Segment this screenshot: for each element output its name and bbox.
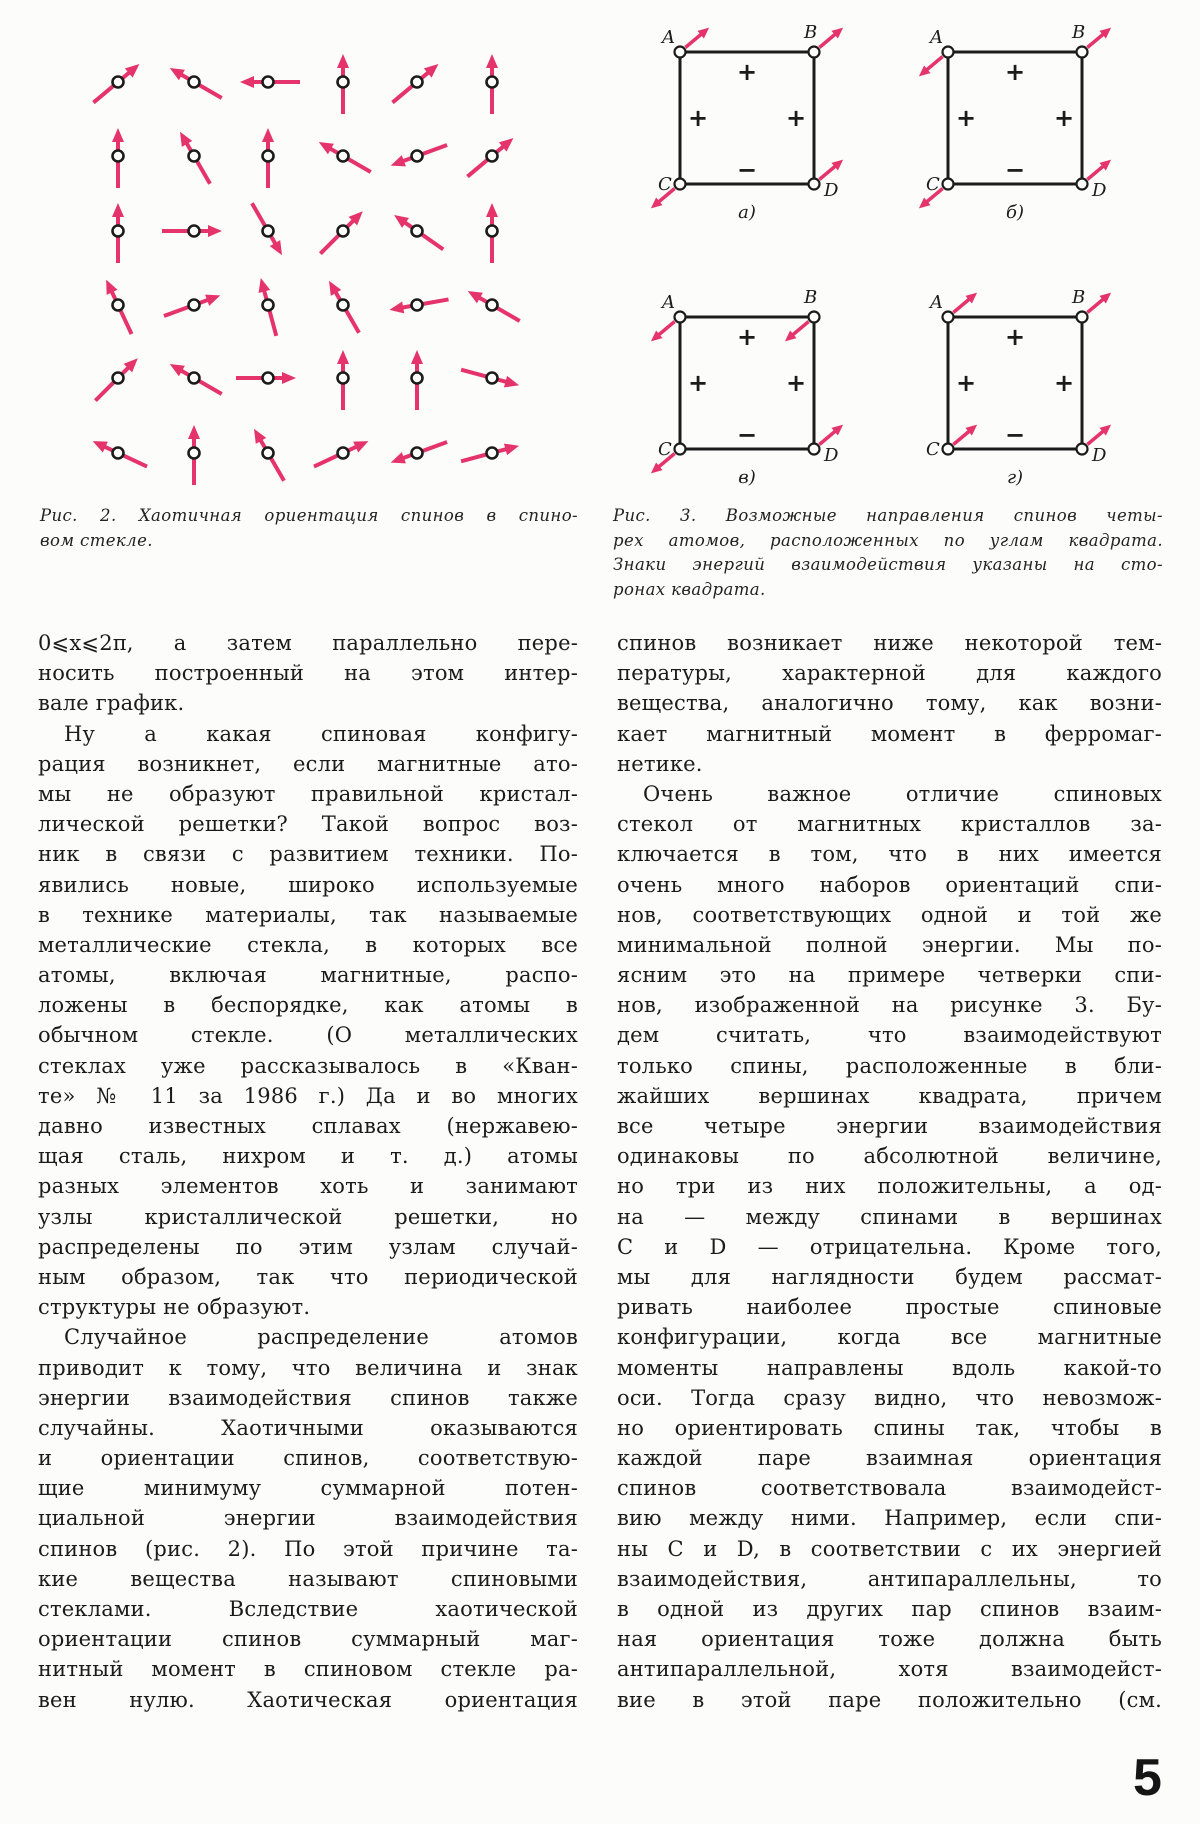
text-line: циальной энергии взаимодействия xyxy=(38,1506,578,1531)
bond-sign-bottom: − xyxy=(1004,421,1026,449)
text-line: приводит к тому, что величина и знак xyxy=(38,1355,578,1380)
text-line: вале график. xyxy=(38,691,185,716)
figure-3-spin-squares xyxy=(651,22,1111,488)
text-line: вещества, аналогично тому, как возни- xyxy=(617,691,1162,716)
caption-line: Знаки энергий взаимодействия указаны на сто- xyxy=(613,555,1163,575)
spin xyxy=(93,64,139,103)
text-line: взаимодействия, антипараллельны, то xyxy=(617,1566,1162,1591)
spin-arrow-up xyxy=(953,425,977,445)
bond-sign-left: + xyxy=(687,104,709,132)
atom-circle xyxy=(412,373,423,384)
text-line: моменты направлены вдоль какой-то xyxy=(617,1355,1162,1380)
text-line: одинаковы по абсолютной величине, xyxy=(617,1144,1162,1169)
atom-circle xyxy=(338,300,349,311)
bond-sign-top: + xyxy=(736,323,758,351)
atom-circle xyxy=(412,300,423,311)
vertex-label: B xyxy=(1072,22,1086,43)
paragraph xyxy=(38,628,578,719)
atom-circle xyxy=(675,312,686,323)
spin-arrow-up xyxy=(685,28,709,48)
atom-circle xyxy=(1077,179,1088,190)
spin xyxy=(467,138,513,177)
spin xyxy=(320,211,362,253)
spin xyxy=(180,132,210,184)
panel-label: в) xyxy=(738,467,756,488)
text-line: структуры не образуют. xyxy=(38,1295,311,1320)
atom-circle xyxy=(113,77,124,88)
atom-circle xyxy=(189,77,200,88)
spin xyxy=(106,280,131,334)
panel-label: б) xyxy=(1005,202,1025,223)
text-line: все четыре энергии взаимодействия xyxy=(617,1114,1162,1138)
atom-circle xyxy=(487,300,498,311)
spin xyxy=(162,225,222,237)
spin xyxy=(468,291,520,321)
spin xyxy=(252,203,282,255)
atom-circle xyxy=(809,47,820,58)
vertex-label: A xyxy=(930,292,943,313)
spin xyxy=(337,54,349,114)
spin xyxy=(486,203,498,263)
spin-arrow-up xyxy=(819,28,843,48)
vertex-label: B xyxy=(1072,287,1086,308)
figure-2-spin-glass xyxy=(93,54,520,485)
vertex-label: A xyxy=(662,27,675,48)
text-line: нетике. xyxy=(617,751,703,776)
caption-line: Рис. 2. Хаотичная ориентация спинов в спино- xyxy=(40,506,578,525)
text-line: разных элементов хоть и занимают xyxy=(38,1174,578,1199)
vertex-label: D xyxy=(824,180,839,201)
spin xyxy=(259,278,277,336)
spin xyxy=(188,425,200,485)
panel-label: а) xyxy=(738,202,756,223)
atom-circle xyxy=(338,77,349,88)
atom-circle xyxy=(113,226,124,237)
text-line: атомы, включая магнитные, распо- xyxy=(38,963,578,988)
spin-square-panel xyxy=(651,22,843,223)
figure-2-caption xyxy=(40,504,578,553)
spin xyxy=(391,145,447,166)
text-line: каждой паре взаимная ориентация xyxy=(617,1446,1162,1471)
bond-sign-top: + xyxy=(1004,58,1026,86)
spin xyxy=(164,295,220,316)
vertex-label: C xyxy=(658,174,672,195)
spin xyxy=(329,281,359,333)
paragraph xyxy=(38,719,578,1323)
atom-circle xyxy=(189,300,200,311)
vertex-label: B xyxy=(804,22,818,43)
spin xyxy=(240,76,300,88)
spin xyxy=(389,299,448,313)
text-line: ривать наиболее простые спиновые xyxy=(617,1295,1162,1320)
spin xyxy=(170,364,222,394)
atom-circle xyxy=(943,312,954,323)
vertex-label: B xyxy=(804,287,818,308)
text-column-left xyxy=(38,628,578,1715)
text-line: ным образом, так что периодической xyxy=(38,1264,578,1289)
page-number: 5 xyxy=(1133,1749,1162,1807)
vertex-label: D xyxy=(1092,445,1107,466)
spin xyxy=(262,128,274,188)
text-line: дем считать, что взаимодействуют xyxy=(617,1023,1162,1048)
spin-arrow-down xyxy=(785,321,809,341)
panel-label: г) xyxy=(1006,467,1024,488)
bond-sign-top: + xyxy=(736,58,758,86)
text-line: спинов возникает ниже некоторой тем- xyxy=(617,631,1162,655)
atom-circle xyxy=(412,226,423,237)
text-line: стекол от магнитных кристаллов за- xyxy=(617,812,1162,837)
bond-sign-right: + xyxy=(1053,369,1075,397)
vertex-label: C xyxy=(926,174,940,195)
spin-arrow-down xyxy=(919,56,943,76)
caption-line: ронах квадрата. xyxy=(613,579,766,599)
text-line: щие минимуму суммарной потен- xyxy=(38,1476,578,1501)
text-line: распределены по этим узлам случай- xyxy=(38,1234,578,1259)
vertex-label: D xyxy=(824,445,839,466)
text-line: мы для наглядности будем рассмат- xyxy=(617,1264,1162,1289)
paragraph xyxy=(38,1322,578,1714)
spin-arrow-up xyxy=(1087,425,1111,445)
atom-circle xyxy=(675,179,686,190)
atom-circle xyxy=(189,373,200,384)
atom-circle xyxy=(1077,47,1088,58)
text-line: Очень важное отличие спиновых xyxy=(643,781,1162,806)
spin xyxy=(394,215,443,249)
vertex-label: C xyxy=(658,439,672,460)
text-line: конфигурации, когда все магнитные xyxy=(617,1325,1162,1350)
spin xyxy=(112,128,124,188)
atom-circle xyxy=(487,226,498,237)
text-line: вие в этой паре положительно (см. xyxy=(617,1687,1162,1712)
caption-line: вом стекле. xyxy=(40,530,153,550)
spin xyxy=(112,203,124,263)
spin xyxy=(461,444,519,462)
atom-circle xyxy=(487,151,498,162)
vertex-label: A xyxy=(662,292,675,313)
spin xyxy=(337,350,349,410)
text-line: стеклах уже рассказывалось в «Кван- xyxy=(38,1053,578,1078)
spin xyxy=(95,358,137,400)
caption-line: Рис. 3. Возможные направления спинов четы- xyxy=(613,506,1163,525)
spin xyxy=(391,442,447,463)
spin xyxy=(461,370,519,388)
bond-sign-bottom: − xyxy=(736,421,758,449)
text-line: кие вещества называют спиновыми xyxy=(38,1566,578,1591)
bond-sign-left: + xyxy=(955,104,977,132)
bond-sign-right: + xyxy=(785,369,807,397)
text-line: и ориентации спинов, соответствую- xyxy=(38,1446,578,1471)
atom-circle xyxy=(113,448,124,459)
text-line: случайны. Хаотичными оказываются xyxy=(38,1415,578,1440)
atom-circle xyxy=(809,179,820,190)
text-line: в одной из других пар спинов взаим- xyxy=(617,1597,1162,1621)
atom-circle xyxy=(338,448,349,459)
text-line: лической решетки? Такой вопрос воз- xyxy=(38,812,578,837)
bond-sign-bottom: − xyxy=(736,156,758,184)
bond-sign-left: + xyxy=(955,369,977,397)
atom-circle xyxy=(113,300,124,311)
atom-circle xyxy=(809,444,820,455)
text-column-right xyxy=(617,628,1162,1715)
text-line: жайших вершинах квадрата, причем xyxy=(617,1083,1162,1108)
spin xyxy=(319,142,371,172)
atom-circle xyxy=(189,151,200,162)
text-line: Ну а какая спиновая конфигу- xyxy=(64,721,578,746)
spin-square-panel xyxy=(919,22,1111,223)
spin xyxy=(93,441,147,466)
atom-circle xyxy=(943,444,954,455)
caption-line: рех атомов, расположенных по углам квадрата. xyxy=(613,530,1163,550)
atom-circle xyxy=(263,448,274,459)
text-line: нитный момент в спиновом стекле ра- xyxy=(38,1657,578,1682)
text-line: на — между спинами в вершинах xyxy=(617,1204,1162,1229)
text-line: рация возникнет, если магнитные ато- xyxy=(38,751,578,776)
text-line: спинов соответствовала взаимодейст- xyxy=(617,1476,1162,1501)
bond-sign-right: + xyxy=(785,104,807,132)
atom-circle xyxy=(338,151,349,162)
spin-arrow-up xyxy=(1087,28,1111,48)
text-line: антипараллельной, хотя взаимодейст- xyxy=(617,1657,1162,1682)
bond-sign-left: + xyxy=(687,369,709,397)
spin xyxy=(314,441,368,466)
atom-circle xyxy=(487,373,498,384)
figure-3-caption xyxy=(613,504,1163,602)
text-line: но ориентировать спины так, чтобы в xyxy=(617,1415,1162,1440)
spin-arrow-up xyxy=(819,160,843,180)
vertex-label: D xyxy=(1092,180,1107,201)
vertex-label: C xyxy=(926,439,940,460)
text-line: C и D — отрицательна. Кроме того, xyxy=(617,1234,1162,1259)
text-line: мы не образуют правильной кристал- xyxy=(38,781,578,806)
text-line: ориентации спинов суммарный маг- xyxy=(38,1627,578,1652)
spin xyxy=(236,372,296,384)
text-line: ложены в беспорядке, как атомы в xyxy=(38,993,578,1018)
atom-circle xyxy=(809,312,820,323)
atom-circle xyxy=(412,77,423,88)
text-line: ны C и D, в соответствии с их энергией xyxy=(617,1536,1162,1561)
atom-circle xyxy=(487,448,498,459)
text-line: энергии взаимодействия спинов также xyxy=(38,1385,578,1410)
text-line: ясним это на примере четверки спи- xyxy=(617,963,1162,988)
text-line: в технике материалы, так называемые xyxy=(38,902,578,927)
text-line: узлы кристаллической решетки, но xyxy=(38,1204,578,1229)
vertex-label: A xyxy=(930,27,943,48)
atom-circle xyxy=(675,47,686,58)
atom-circle xyxy=(113,151,124,162)
bond-sign-top: + xyxy=(1004,323,1026,351)
atom-circle xyxy=(189,448,200,459)
spin xyxy=(392,64,438,103)
atom-circle xyxy=(338,373,349,384)
spin-arrow-up xyxy=(819,425,843,445)
text-line: пературы, характерной для каждого xyxy=(617,661,1162,686)
bond-sign-bottom: − xyxy=(1004,156,1026,184)
figures-canvas xyxy=(0,0,1200,500)
atom-circle xyxy=(675,444,686,455)
paragraph xyxy=(617,779,1162,1715)
text-line: но три из них положительны, а од- xyxy=(617,1174,1162,1199)
text-line: только спины, расположенные в бли- xyxy=(617,1053,1162,1078)
spin-arrow-up xyxy=(953,293,977,313)
spin xyxy=(170,68,222,98)
text-line: явились новые, широко используемые xyxy=(38,872,578,897)
spin-arrow-up xyxy=(1087,293,1111,313)
text-line: щая сталь, нихром и т. д.) атомы xyxy=(38,1144,578,1169)
text-line: ник в связи с развитием техники. По- xyxy=(38,842,578,867)
text-line: ная ориентация тоже должна быть xyxy=(617,1627,1162,1652)
text-line: носить построенный на этом интер- xyxy=(38,661,578,686)
atom-circle xyxy=(943,47,954,58)
text-line: нов, соответствующих одной и той же xyxy=(617,902,1162,927)
text-line: стеклами. Вследствие хаотической xyxy=(38,1597,578,1621)
atom-circle xyxy=(263,300,274,311)
spin-square-panel xyxy=(651,287,843,488)
atom-circle xyxy=(487,77,498,88)
spin-arrow-down xyxy=(651,321,675,341)
spin xyxy=(254,429,284,481)
atom-circle xyxy=(263,151,274,162)
atom-circle xyxy=(263,226,274,237)
bond-sign-right: + xyxy=(1053,104,1075,132)
atom-circle xyxy=(1077,312,1088,323)
text-line: металлические стекла, в которых все xyxy=(38,932,578,957)
text-line: давно известных сплавах (нержавею- xyxy=(38,1114,578,1138)
text-line: обычном стекле. (О металлических xyxy=(38,1023,578,1048)
text-line: очень много наборов ориентаций спи- xyxy=(617,872,1162,897)
atom-circle xyxy=(1077,444,1088,455)
text-line: нов, изображенной на рисунке 3. Бу- xyxy=(617,993,1162,1018)
text-line: 0⩽x⩽2π, а затем параллельно пере- xyxy=(38,631,578,655)
atom-circle xyxy=(943,179,954,190)
spin-square-panel xyxy=(926,287,1111,488)
atom-circle xyxy=(338,226,349,237)
text-line: вию между ними. Например, если спи- xyxy=(617,1506,1162,1531)
atom-circle xyxy=(189,226,200,237)
atom-circle xyxy=(263,77,274,88)
text-line: Случайное распределение атомов xyxy=(64,1325,578,1350)
text-line: вен нулю. Хаотическая ориентация xyxy=(38,1687,578,1712)
spin xyxy=(486,54,498,114)
text-line: спинов (рис. 2). По этой причине та- xyxy=(38,1536,578,1561)
text-line: минимальной полной энергии. Мы по- xyxy=(617,932,1162,957)
atom-circle xyxy=(113,373,124,384)
text-line: кает магнитный момент в ферромаг- xyxy=(617,721,1162,746)
paragraph xyxy=(617,628,1162,779)
text-line: те» № 11 за 1986 г.) Да и во многих xyxy=(38,1083,578,1108)
atom-circle xyxy=(412,448,423,459)
atom-circle xyxy=(263,373,274,384)
spin xyxy=(411,350,423,410)
spin-arrow-up xyxy=(1087,160,1111,180)
atom-circle xyxy=(412,151,423,162)
text-line: оси. Тогда сразу видно, что невозмож- xyxy=(617,1385,1162,1410)
text-line: ключается в том, что в них имеется xyxy=(617,842,1162,867)
